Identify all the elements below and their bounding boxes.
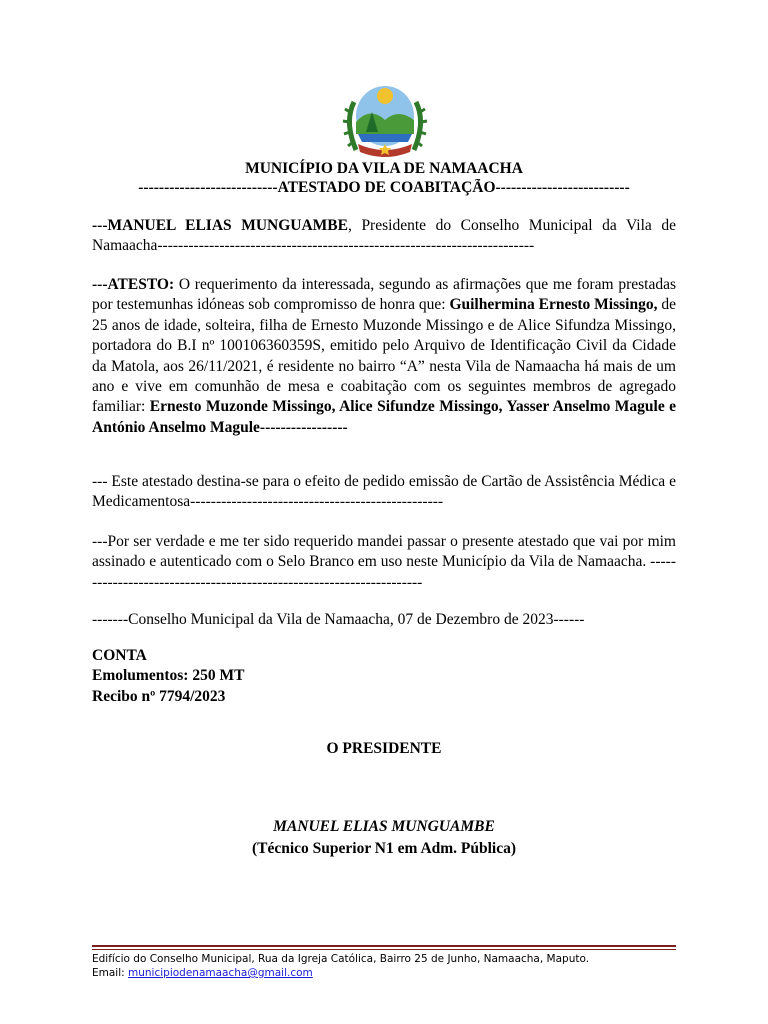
- atesto-text-1: O requerimento da interessada, segundo as afirmações que me foram prestadas por testemunhas idóneas sob compromisso de honra que:: [92, 276, 676, 314]
- president-name: MANUEL ELIAS MUNGUAMBE: [107, 217, 348, 234]
- municipal-crest-logo: [340, 82, 430, 162]
- footer-email-line: [92, 966, 589, 980]
- place-date-line: -------Conselho Municipal da Vila de Namaacha, 07 de Dezembro de 2023------: [92, 611, 585, 628]
- footer: [92, 952, 589, 980]
- atesto-label: ---ATESTO:: [92, 276, 175, 293]
- atesto-paragraph: [92, 275, 676, 438]
- intro-paragraph: [92, 216, 676, 257]
- receipt-line: Recibo nº 7794/2023: [92, 687, 226, 705]
- closing-paragraph: ---Por ser verdade e me ter sido requerido mandei passar o presente atestado que vai por mim assinado e autenticado com o Selo Branco em uso neste Município da Vila de Namaacha. ---------------------------------------------------------------------: [92, 533, 676, 591]
- subject-name: Guilhermina Ernesto Missingo,: [449, 296, 658, 314]
- intro-prefix: ---: [92, 217, 108, 234]
- signatory-role: O PRESIDENTE: [326, 740, 442, 757]
- municipality-heading: MUNICÍPIO DA VILA DE NAMAACHA: [245, 160, 523, 177]
- footer-address: Edifício do Conselho Municipal, Rua da Igreja Católica, Bairro 25 de Junho, Namaacha, Maputo.: [92, 953, 590, 965]
- fees-line: Emolumentos: 250 MT: [92, 667, 245, 685]
- email-link[interactable]: municipiodenamaacha@gmail.com: [128, 967, 313, 979]
- atesto-text-2: de 25 anos de idade, solteira, filha de Ernesto Muzonde Missingo e de Alice Sifundza Missingo, portadora do B.I nº 100106360359S, emitido pelo Arquivo de Identificação Civil da Cidade da Matola, aos 26/11/2021, é residente no bairro “A” nesta Vila de Namaacha há mais de um ano e vive em comunhão de mesa e coabitação com os seguintes membros de agregado familiar:: [92, 296, 676, 416]
- signatory-title: (Técnico Superior N1 em Adm. Pública): [251, 840, 517, 857]
- household-members: Ernesto Muzonde Missingo, Alice Sifundze Missingo, Yasser Anselmo Magule e António Anselmo Magule-----------------: [92, 398, 676, 436]
- account-label: CONTA: [92, 647, 147, 664]
- purpose-paragraph: --- Este atestado destina-se para o efeito de pedido emissão de Cartão de Assistência Médica e Medicamentosa-------------------------------------------------: [92, 473, 676, 511]
- document-title: ---------------------------ATESTADO DE COABITAÇÃO--------------------------: [138, 179, 630, 196]
- footer-email-label: Email:: [92, 967, 129, 979]
- intro-text: , Presidente do Conselho Municipal da Vila de Namaacha-------------------------------------------------------------------------: [92, 217, 676, 255]
- account-block: [92, 646, 244, 707]
- footer-rule-thick: [92, 945, 676, 947]
- footer-rule-thin: [92, 949, 676, 950]
- signatory-name: MANUEL ELIAS MUNGUAMBE: [273, 818, 495, 835]
